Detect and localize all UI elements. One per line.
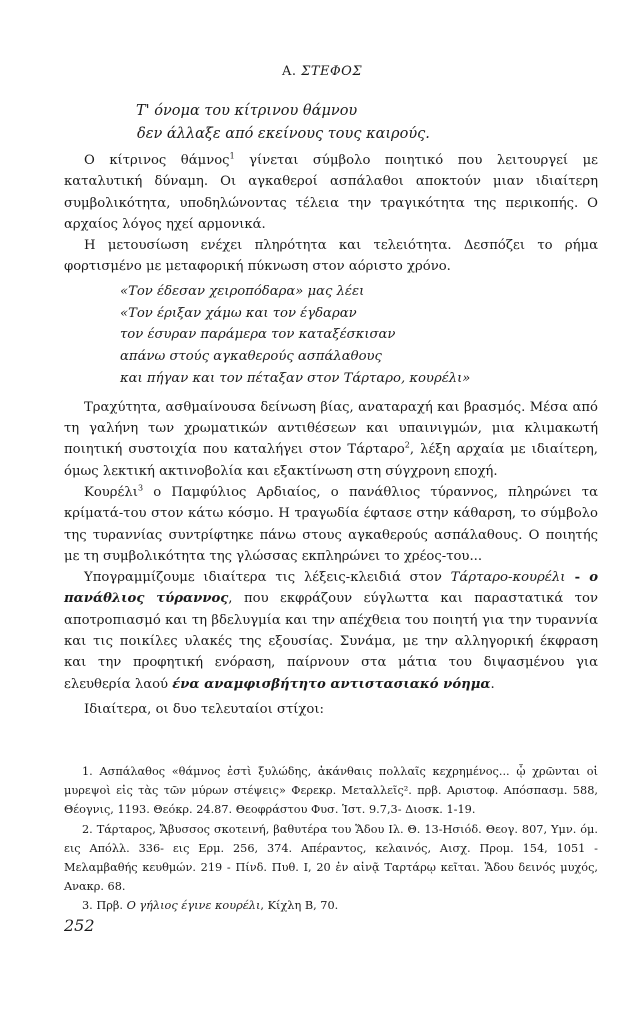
epigraph-line: δεν άλλαξε από εκείνους τους καιρούς. bbox=[137, 126, 430, 142]
text-run: Ο κίτρινος θάμνος bbox=[84, 153, 230, 168]
footnote: 1. Ασπάλαθος «θάμνος ἐστὶ ξυλώδης, ἀκάνθαις πολλαῖς κεχρημένος... ᾧ χρῶνται οἱ μυρεψοὶ εἰς τὰς τῶν μύρων στέψεις» Φερεκρ. Μεταλλεῖς². πρβ. Αριστοφ. Απόσπασμ. 588, Θέογνις, 1193. Θεόκρ. 24.87. Θεοφράστου Φυσ. Ἱστ. 9.7,3- Διοσκ. 1-19. bbox=[64, 765, 598, 817]
author-name: ΣΤΕΦΟΣ bbox=[301, 64, 363, 79]
verse-line: απάνω στούς αγκαθερούς ασπάλαθους bbox=[120, 349, 382, 365]
paragraph bbox=[64, 150, 598, 235]
footnote-ref: 1 bbox=[229, 151, 235, 161]
paragraph bbox=[64, 567, 598, 695]
footnote-ref: 3 bbox=[137, 483, 144, 493]
footnote bbox=[64, 896, 598, 915]
text-run: . bbox=[490, 676, 495, 692]
text-run: Τραχύτητα, ασθμαίνουσα δείνωση βίας, αναταραχή και βρασμός. Μέσα από τη γαλήνη των χρωματικών αντιθέσεων και υπαινιγμών, μια κλιμακωτή ποιητική συστοιχία που καταλήγει στον Τάρταρο bbox=[64, 399, 598, 458]
verse-line: τον έσυραν παράμερα τον καταξέσκισαν bbox=[120, 327, 396, 343]
text-run: 3. Πρβ. bbox=[82, 899, 127, 913]
text-run: γίνεται σύμβολο ποιητικό που λειτουργεί με καταλυτική δύναμη. Οι αγκαθεροί ασπάλαθοι αποκτούν μιαν ιδιαίτερη συμβολικότητα, υποδηλώνοντας τέλεια την τραγικότητα της περικοπής. Ο αρχαίος λόγος ηχεί αρμονικά. bbox=[64, 153, 598, 232]
author-initial: Α. bbox=[281, 64, 297, 79]
verse-line: και πήγαν και τον πέταξαν στον Τάρταρο, κουρέλι» bbox=[120, 370, 471, 386]
verse-line: «Τον έδεσαν χειροπόδαρα» μας λέει bbox=[120, 283, 365, 299]
text-run: , Κίχλη Β, 70. bbox=[260, 899, 339, 913]
verse-line: «Τον έριξαν χάμω και τον έγδαραν bbox=[120, 305, 357, 321]
text-run: , που εκφράζουν εύγλωττα και παραστατικά τον αποτροπιασμό και τη βδελυγμία και την απέχθεια του ποιητή για την τυραννία και τις ποικίλες υλακές της εξουσίας. Συνάμα, με την αλληγορική έκφραση και την προφητική ενόραση, παίρνουν στα μάτια του διψασμένου για ελευθερία λαού bbox=[64, 591, 598, 692]
paragraph: Η μετουσίωση ενέχει πληρότητα και τελειότητα. Δεσπόζει το ρήμα φορτισμένο με μεταφορική πύκνωση στον αόριστο χρόνο. bbox=[64, 238, 598, 275]
running-header bbox=[0, 64, 644, 79]
emphasis: ένα αναμφισβήτητο αντιστασιακό νόημα bbox=[172, 676, 491, 692]
paragraph bbox=[64, 397, 598, 482]
paragraph: Ιδιαίτερα, οι δυο τελευταίοι στίχοι: bbox=[84, 701, 324, 717]
emphasis: Τάρταρο-κουρέλι bbox=[450, 570, 566, 586]
main-text bbox=[64, 150, 598, 720]
text-run: ο Παμφύλιος Αρδιαίος, ο πανάθλιος τύραννος, πληρώνει τα κρίματά-του στον κάτω κόσμο. Η τραγωδία έφτασε στην κάθαρση, το σύμβολο της τυραννίας συντρίφτηκε πάνω στους αγκαθερούς ασπάλαθους. Ο ποιητής με τη συμβολικότητα της γλώσσας εκπληρώνει το χρέος-του... bbox=[64, 484, 598, 564]
footnote: 2. Τάρταρος, Ἄβυσσος σκοτεινή, βαθυτέρα του Ἅδου Ιλ. Θ. 13-Ησιόδ. Θεογ. 807, Υμν. όμ. εις Απόλλ. 336- εις Ερμ. 256, 374. Απέραντος, κελαινός, Αισχ. Προμ. 154, 1051 - Μελαμβαθής κευθμών. 219 - Πίνδ. Πυθ. Ι, 20 ἐν αἰνᾷ Ταρτάρῳ κεῖται. Ἅδου δεινός μυχός, Ανακρ. 68. bbox=[64, 822, 598, 894]
footnotes bbox=[64, 762, 598, 916]
emphasis: ο πανάθλιος τύραννος bbox=[64, 570, 599, 607]
text-run: - bbox=[565, 570, 590, 586]
text-run: Υπογραμμίζουμε ιδιαίτερα τις λέξεις-κλειδιά στον bbox=[84, 570, 451, 586]
footnote-ref: 2 bbox=[404, 440, 410, 450]
paragraph bbox=[64, 482, 598, 567]
text-run: Κουρέλι bbox=[84, 484, 138, 500]
quoted-verse bbox=[120, 281, 598, 390]
page-number: 252 bbox=[64, 916, 95, 935]
emphasis: Ο γήλιος έγινε κουρέλι bbox=[126, 899, 261, 913]
epigraph bbox=[136, 100, 430, 146]
text-run: , λέξη αρχαία με ιδιαίτερη, όμως λεκτική ακτινοβολία και εξακτίνωση στη σύγχρονη εποχή. bbox=[64, 442, 598, 479]
epigraph-line: Τ' όνομα του κίτρινου θάμνου bbox=[136, 103, 358, 119]
